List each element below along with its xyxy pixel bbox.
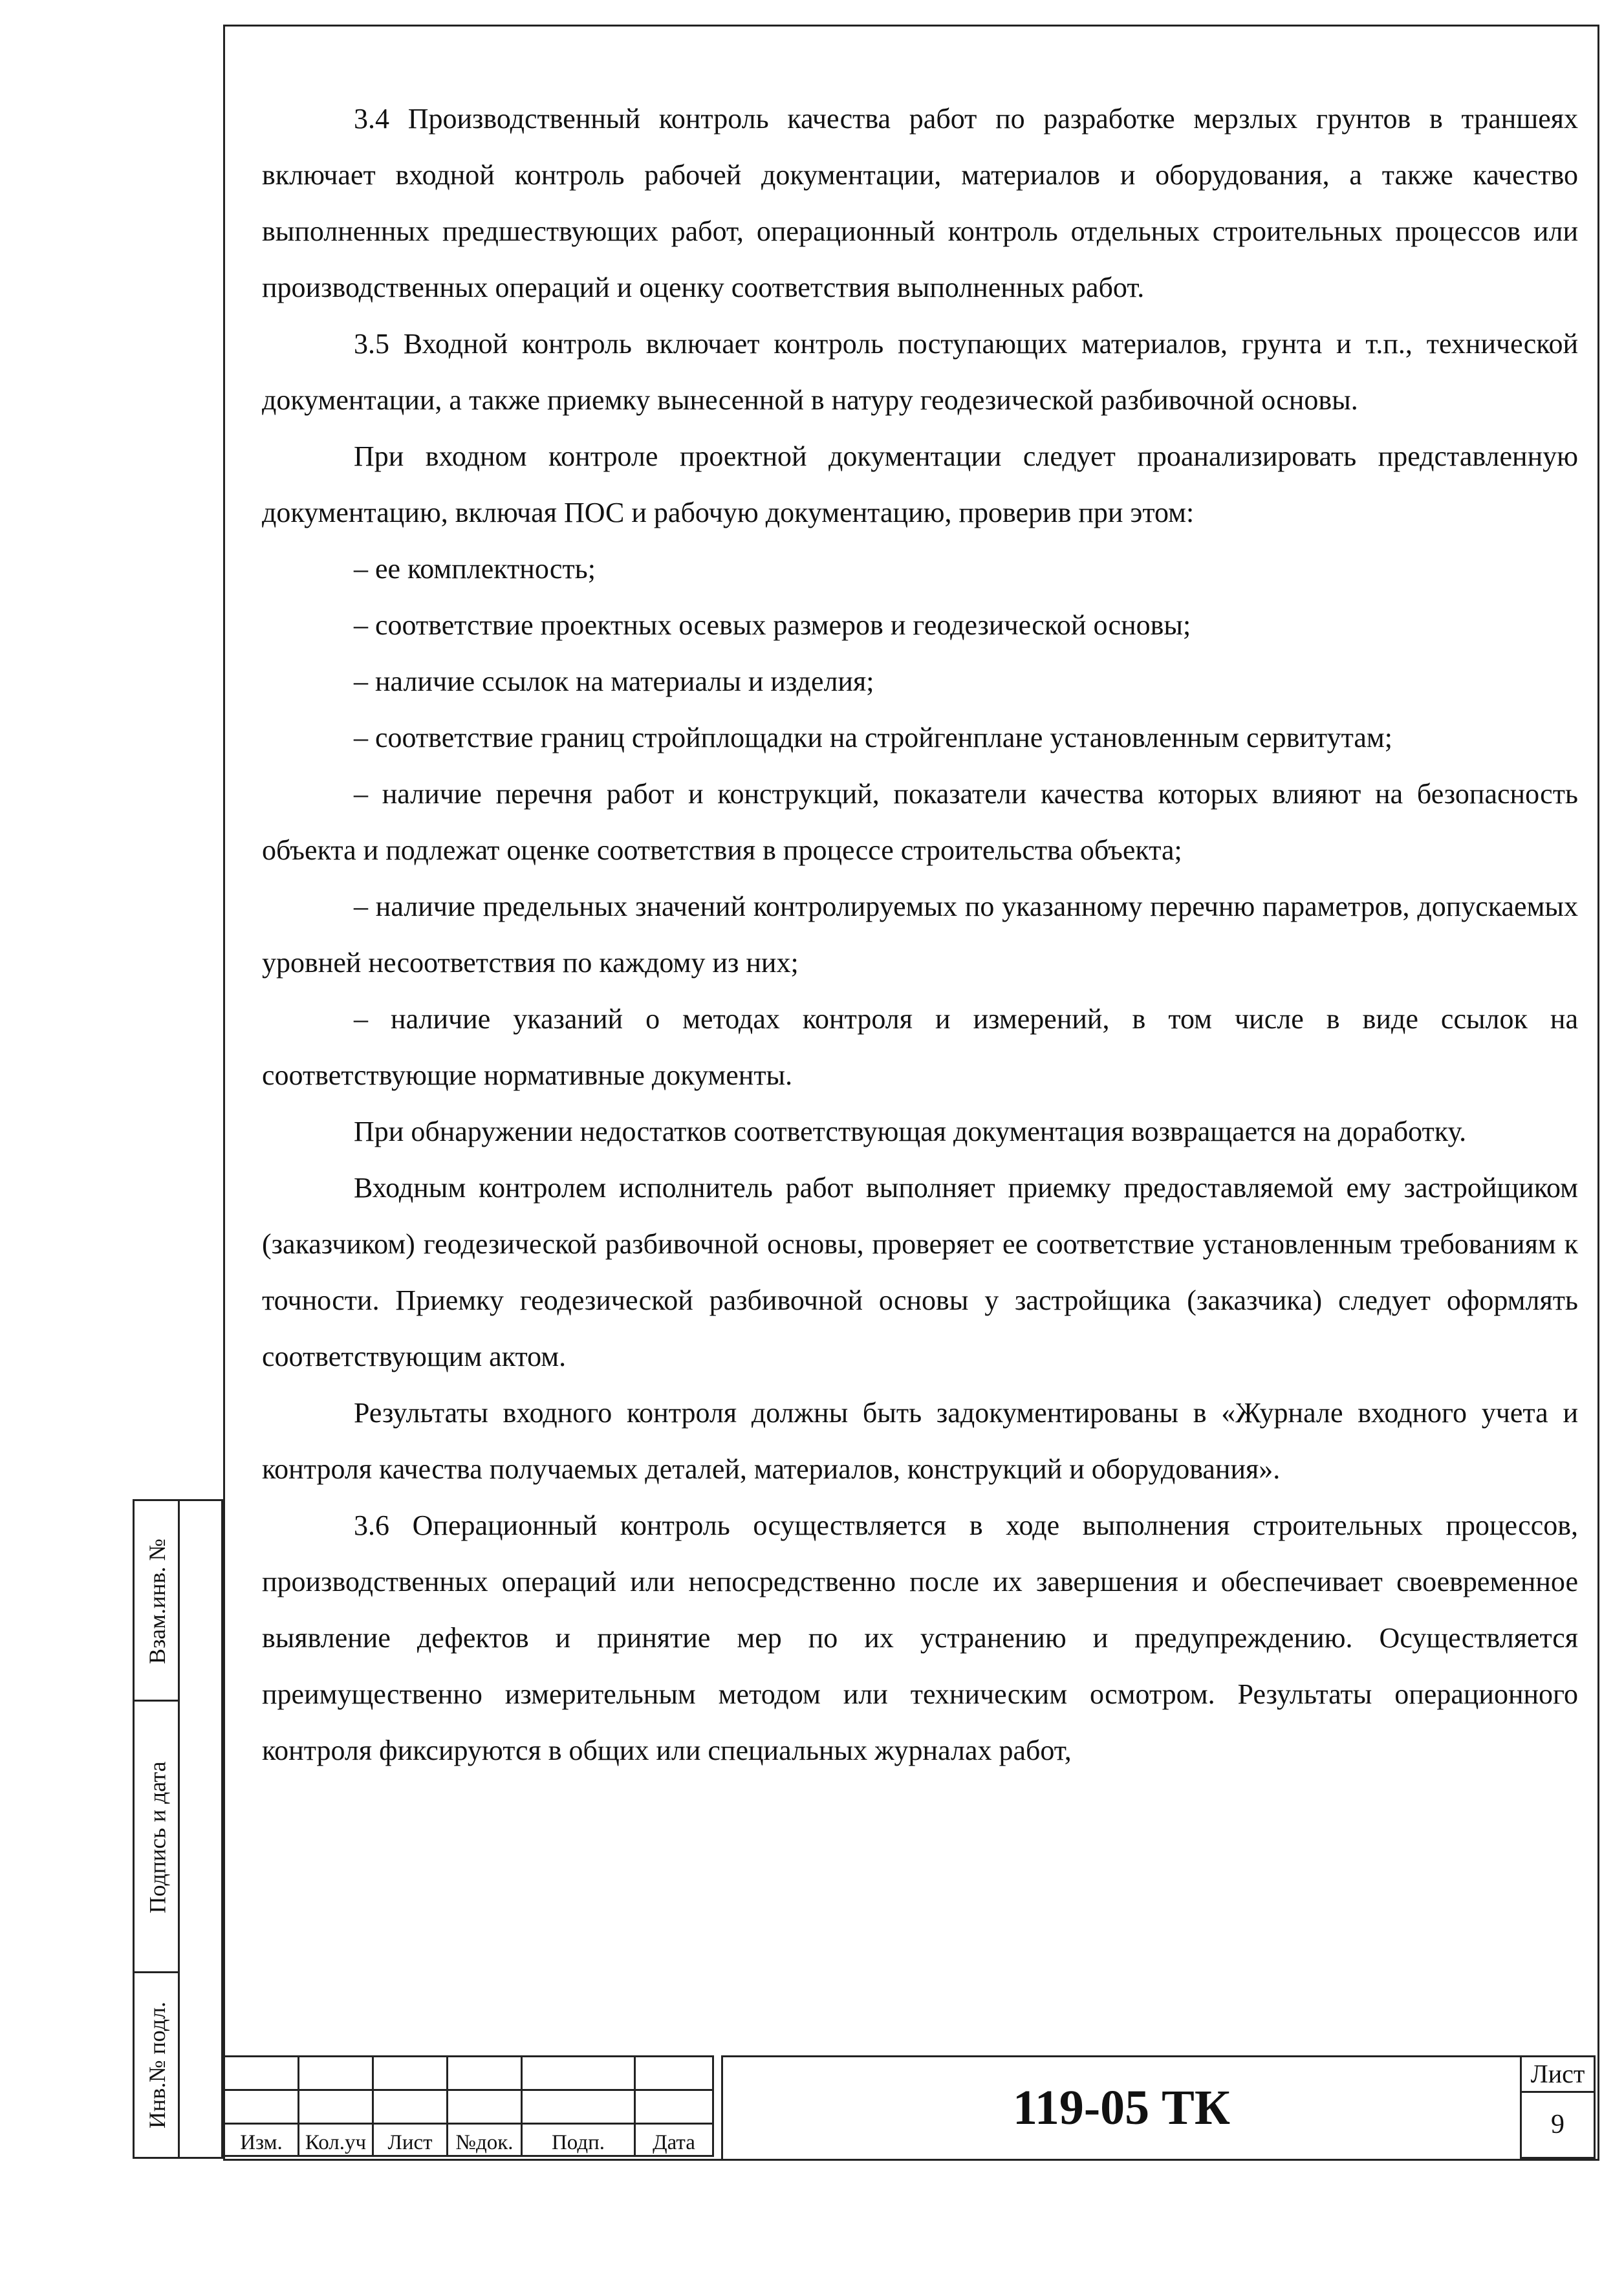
revision-cell [448, 2090, 522, 2124]
list-item: – соответствие проектных осевых размеров и геодезической основы; [354, 609, 1191, 641]
paragraph: При входном контроле проектной документации следует проанализировать представленную документацию, включая ПОС и рабочую документацию, проверив при этом: [262, 440, 1578, 528]
sheet-box [1520, 2055, 1596, 2159]
side-stamp-text: Взам.инв. № [144, 1539, 170, 1664]
paragraph: 3.5 Входной контроль включает контроль поступающих материалов, грунта и т.п., технической документации, а также приемку вынесенной в натуру геодезической разбивочной основы. [262, 328, 1578, 416]
header-podp: Подп. [522, 2124, 635, 2156]
side-stamp-label-2 [135, 1702, 180, 1973]
sheet-label: Лист [1522, 2057, 1594, 2093]
document-code: 119-05 ТК [721, 2055, 1520, 2159]
revision-cell [635, 2057, 713, 2090]
list-item: – наличие указаний о методах контроля и измерений, в том числе в виде ссылок на соответствующие нормативные документы. [262, 1003, 1578, 1091]
revision-cell [299, 2090, 373, 2124]
sheet-number: 9 [1551, 2110, 1564, 2139]
header-izm: Изм. [224, 2124, 299, 2156]
revision-cell [522, 2057, 635, 2090]
header-data: Дата [635, 2124, 713, 2156]
list-item: – соответствие границ стройплощадки на стройгенплане установленным сервитутам; [354, 722, 1392, 753]
list-item: – наличие перечня работ и конструкций, показатели качества которых влияют на безопасность объекта и подлежат оценке соответствия в процессе строительства объекта; [262, 778, 1578, 866]
revision-cell [635, 2090, 713, 2124]
revision-cell [224, 2090, 299, 2124]
revision-cell [373, 2090, 448, 2124]
side-stamp-label-3 [135, 1973, 180, 2157]
paragraph: Результаты входного контроля должны быть задокументированы в «Журнале входного учета и контроля качества получаемых деталей, материалов, конструкций и оборудования». [262, 1397, 1578, 1485]
side-stamp-label-1 [135, 1501, 180, 1702]
document-body [262, 91, 1578, 1779]
revision-cell [299, 2057, 373, 2090]
revision-table [223, 2055, 714, 2157]
list-item: – ее комплектность; [354, 553, 596, 585]
paragraph: 3.6 Операционный контроль осуществляется в ходе выполнения строительных процессов, производственных операций или непосредственно после их завершения и обеспечивает своевременное выявление дефектов и принятие мер по их устранению и предупреждению. Осуществляется преимущественно измерительным методом или техническим осмотром. Результаты операционного контроля фиксируются в общих или специальных журналах работ, [262, 1509, 1578, 1766]
side-stamp [133, 1499, 223, 2159]
title-block [223, 2055, 1596, 2159]
header-ndok: №док. [448, 2124, 522, 2156]
header-list: Лист [373, 2124, 448, 2156]
list-item: – наличие ссылок на материалы и изделия; [354, 665, 874, 697]
paragraph: 3.4 Производственный контроль качества работ по разработке мерзлых грунтов в траншеях включает входной контроль рабочей документации, материалов и оборудования, а также качество выполненных предшествующих работ, операционный контроль отдельных строительных процессов или производственных операций и оценку соответствия выполненных работ. [262, 103, 1578, 303]
side-stamp-text: Инв.№ подл. [144, 2001, 170, 2129]
revision-cell [224, 2057, 299, 2090]
list-item: – наличие предельных значений контролируемых по указанному перечню параметров, допускаемых уровней несоответствия по каждому из них; [262, 891, 1578, 979]
side-stamp-text: Подпись и дата [144, 1761, 171, 1914]
revision-cell [522, 2090, 635, 2124]
paragraph: При обнаружении недостатков соответствующая документация возвращается на доработку. [354, 1116, 1467, 1147]
revision-cell [373, 2057, 448, 2090]
paragraph: Входным контролем исполнитель работ выполняет приемку предоставляемой ему застройщиком (заказчиком) геодезической разбивочной основы, проверяет ее соответствие установленным требованиям к точности. Приемку геодезической разбивочной основы у застройщика (заказчика) следует оформлять соответствующим актом. [262, 1172, 1578, 1372]
revision-cell [448, 2057, 522, 2090]
header-kol-uch: Кол.уч [299, 2124, 373, 2156]
